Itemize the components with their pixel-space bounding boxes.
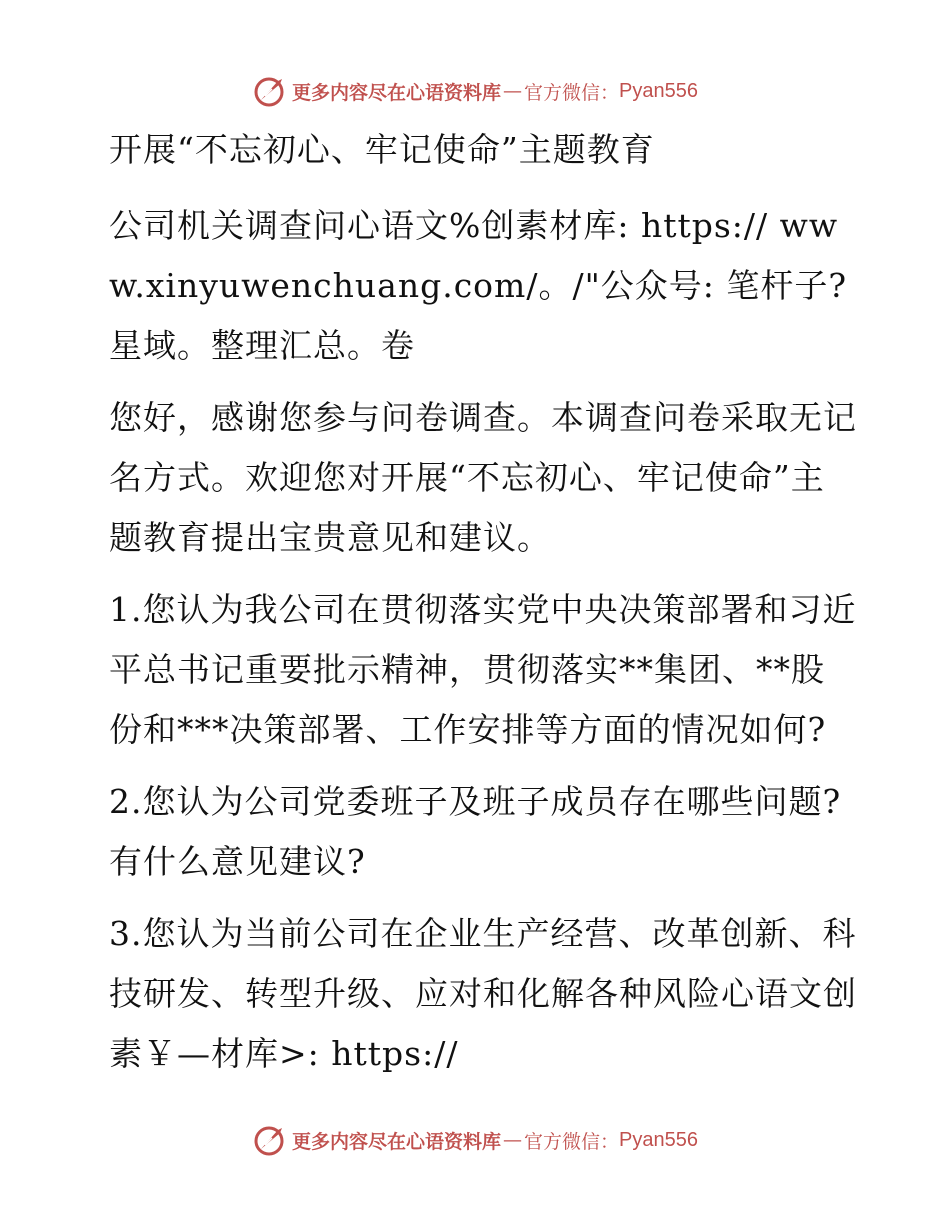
banner-wechat-id: Pyan556 [619,1128,698,1151]
banner-wechat-label: 官方微信： [524,1130,620,1153]
header-banner [0,71,950,111]
banner-dash: — [503,1129,523,1151]
paragraph-intro-source: 公司机关调查问心语文%创素材库: https:// www.xinyuwenchuang.com/。/"公众号: 笔杆子?星域。整理汇总。卷 [109,206,848,365]
question-1: 1.您认为我公司在贯彻落实党中央决策部署和习近平总书记重要批示精神，贯彻落实**集团、**股份和***决策部署、工作安排等方面的情况如何? [109,590,857,749]
quill-logo-icon [252,73,288,109]
footer-banner [0,1120,950,1160]
banner-main-text: 更多内容尽在心语资料库 [292,81,502,104]
banner-wechat-id: Pyan556 [619,79,698,102]
paragraph-greeting: 您好，感谢您参与问卷调查。本调查问卷采取无记名方式。欢迎您对开展“不忘初心、牢记使命”主题教育提出宝贵意见和建议。 [109,398,857,557]
document-body [97,120,857,1096]
question-3: 3.您认为当前公司在企业生产经营、改革创新、科技研发、转型升级、应对和化解各种风险心语文创素￥—材库>: https:// [109,914,857,1073]
question-2: 2.您认为公司党委班子及班子成员存在哪些问题? 有什么意见建议? [109,782,842,881]
quill-logo-icon [252,1122,288,1158]
banner-wechat-label: 官方微信： [524,81,620,104]
banner-main-text: 更多内容尽在心语资料库 [292,1130,502,1153]
banner-dash: — [503,80,523,102]
document-title: 开展“不忘初心、牢记使命”主题教育 [109,130,655,169]
